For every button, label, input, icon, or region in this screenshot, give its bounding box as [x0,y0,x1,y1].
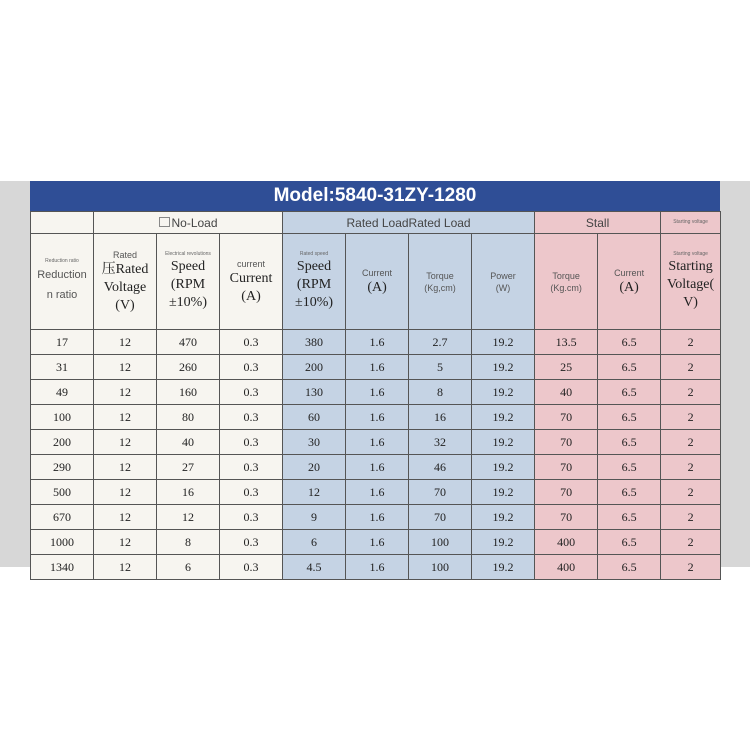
cell-reduction: 200 [31,430,94,455]
cell-noload-current: 0.3 [220,330,283,355]
cell-noload-speed: 12 [157,505,220,530]
cell-rated-power: 19.2 [472,455,535,480]
cell-stall-torque: 70 [535,405,598,430]
cell-noload-speed: 40 [157,430,220,455]
cell-rated-voltage: 12 [94,355,157,380]
rated-torque-header [409,234,472,330]
reduction-label-2: n ratio [46,289,78,301]
cell-starting-voltage: 2 [661,380,721,405]
cell-stall-torque: 40 [535,380,598,405]
rated-group-header: Rated LoadRated Load [283,212,535,234]
cell-rated-speed: 12 [283,480,346,505]
stall-torque-label-1: Torque [552,270,580,281]
cell-rated-speed: 9 [283,505,346,530]
cell-rated-power: 19.2 [472,380,535,405]
cell-noload-current: 0.3 [220,405,283,430]
cell-stall-current: 6.5 [598,530,661,555]
reduction-small-label: Reduction ratio [45,258,79,264]
cell-rated-power: 19.2 [472,505,535,530]
cell-rated-current: 1.6 [346,380,409,405]
cell-noload-current: 0.3 [220,455,283,480]
voltage-label-1: 压Rated [101,261,149,277]
cell-rated-current: 1.6 [346,480,409,505]
model-title: Model:5840-31ZY-1280 [30,181,720,211]
starting-group-header [661,212,721,234]
stall-current-header [598,234,661,330]
cell-starting-voltage: 2 [661,505,721,530]
cell-starting-voltage: 2 [661,330,721,355]
cell-rated-power: 19.2 [472,480,535,505]
cell-stall-current: 6.5 [598,380,661,405]
cell-stall-current: 6.5 [598,505,661,530]
cell-noload-current: 0.3 [220,530,283,555]
voltage-label-3: (V) [115,297,135,313]
cell-starting-voltage: 2 [661,555,721,580]
cell-rated-speed: 130 [283,380,346,405]
starting-voltage-header [661,234,721,330]
starting-group-label: Starting voltage [673,219,708,225]
starting-label-2: Voltage( [666,277,715,292]
speed-label-2: (RPM [170,277,206,292]
cell-rated-torque: 46 [409,455,472,480]
cell-rated-torque: 70 [409,480,472,505]
spec-table-body [31,330,721,580]
cell-stall-current: 6.5 [598,430,661,455]
cell-rated-voltage: 12 [94,530,157,555]
cell-noload-speed: 16 [157,480,220,505]
cell-rated-torque: 70 [409,505,472,530]
current-label-2: (A) [241,288,261,304]
cell-reduction: 670 [31,505,94,530]
rated-power-label-2: (W) [495,282,511,293]
cell-rated-torque: 100 [409,530,472,555]
cell-noload-current: 0.3 [220,355,283,380]
rated-torque-label-1: Torque [426,270,454,281]
cell-stall-current: 6.5 [598,405,661,430]
cell-starting-voltage: 2 [661,480,721,505]
cell-noload-current: 0.3 [220,480,283,505]
cell-starting-voltage: 2 [661,405,721,430]
cell-rated-speed: 380 [283,330,346,355]
rated-power-label-1: Power [490,270,516,281]
cell-rated-current: 1.6 [346,530,409,555]
stall-torque-label-2: (Kg.cm) [550,282,582,293]
cell-stall-torque: 13.5 [535,330,598,355]
cell-starting-voltage: 2 [661,530,721,555]
cell-rated-voltage: 12 [94,455,157,480]
cell-rated-power: 19.2 [472,330,535,355]
cell-rated-voltage: 12 [94,405,157,430]
cell-rated-voltage: 12 [94,380,157,405]
cell-reduction: 17 [31,330,94,355]
table-row [31,430,721,455]
cell-rated-speed: 30 [283,430,346,455]
cell-reduction: 1340 [31,555,94,580]
cell-stall-torque: 70 [535,480,598,505]
cell-rated-current: 1.6 [346,505,409,530]
table-row [31,505,721,530]
cell-noload-speed: 27 [157,455,220,480]
cell-rated-current: 1.6 [346,430,409,455]
cell-rated-torque: 2.7 [409,330,472,355]
group-header-row [31,212,721,234]
cell-reduction: 100 [31,405,94,430]
cell-noload-speed: 470 [157,330,220,355]
cell-reduction: 49 [31,380,94,405]
cell-rated-power: 19.2 [472,405,535,430]
cell-noload-current: 0.3 [220,430,283,455]
speed-label-3: ±10%) [168,295,207,310]
cell-reduction: 290 [31,455,94,480]
noload-current-header [220,234,283,330]
cell-rated-voltage: 12 [94,480,157,505]
rated-torque-label-2: (Kg,cm) [424,282,456,293]
cell-noload-current: 0.3 [220,555,283,580]
rated-speed-label-1: Speed [296,259,332,274]
cell-rated-torque: 8 [409,380,472,405]
table-row [31,530,721,555]
spec-sheet [30,181,720,574]
stall-current-label-2: (A) [619,279,639,295]
current-label-1: Current [229,270,273,286]
starting-small-label: Starting voltage [673,251,708,257]
cell-rated-speed: 6 [283,530,346,555]
cell-starting-voltage: 2 [661,355,721,380]
rated-small-label: Rated [112,249,138,260]
image-icon [159,217,170,227]
cell-noload-speed: 80 [157,405,220,430]
noload-group-header [94,212,283,234]
cell-stall-torque: 400 [535,555,598,580]
rated-current-label-2: (A) [367,279,387,295]
table-row [31,380,721,405]
cell-rated-voltage: 12 [94,555,157,580]
electrical-revolutions-label: Electrical revolutions [165,251,211,257]
speed-label-1: Speed [170,259,206,274]
rated-voltage-header [94,234,157,330]
stall-torque-header [535,234,598,330]
cell-starting-voltage: 2 [661,430,721,455]
cell-stall-current: 6.5 [598,555,661,580]
cell-rated-current: 1.6 [346,455,409,480]
cell-stall-torque: 70 [535,505,598,530]
rated-current-label-1: Current [362,267,393,278]
cell-stall-torque: 70 [535,455,598,480]
cell-rated-torque: 100 [409,555,472,580]
rated-speed-header [283,234,346,330]
cell-rated-torque: 32 [409,430,472,455]
cell-rated-power: 19.2 [472,430,535,455]
cell-rated-voltage: 12 [94,430,157,455]
spec-table [30,211,721,580]
table-row [31,330,721,355]
cell-stall-current: 6.5 [598,455,661,480]
cell-rated-power: 19.2 [472,530,535,555]
cell-rated-power: 19.2 [472,555,535,580]
column-header-row [31,234,721,330]
cell-noload-current: 0.3 [220,380,283,405]
cell-stall-torque: 400 [535,530,598,555]
cell-rated-voltage: 12 [94,330,157,355]
rated-speed-small-label: Rated speed [299,251,329,257]
table-row [31,480,721,505]
table-row [31,355,721,380]
cell-reduction: 1000 [31,530,94,555]
cell-stall-current: 6.5 [598,330,661,355]
current-small-label: current [237,258,266,269]
cell-stall-torque: 25 [535,355,598,380]
cell-rated-speed: 200 [283,355,346,380]
starting-label-1: Starting [668,259,713,274]
table-row [31,405,721,430]
cell-noload-speed: 260 [157,355,220,380]
cell-rated-torque: 16 [409,405,472,430]
cell-stall-current: 6.5 [598,355,661,380]
cell-starting-voltage: 2 [661,455,721,480]
rated-current-header [346,234,409,330]
cell-rated-current: 1.6 [346,330,409,355]
stall-group-header: Stall [535,212,661,234]
cell-rated-power: 19.2 [472,355,535,380]
cell-rated-speed: 4.5 [283,555,346,580]
rated-speed-label-2: (RPM [296,277,332,292]
cell-noload-speed: 6 [157,555,220,580]
cell-rated-current: 1.6 [346,555,409,580]
noload-group-label: No-Load [171,215,218,230]
reduction-group-cell [31,212,94,234]
stall-current-label-1: Current [614,267,645,278]
cell-rated-torque: 5 [409,355,472,380]
cell-stall-current: 6.5 [598,480,661,505]
reduction-ratio-header [31,234,94,330]
rated-speed-label-3: ±10%) [295,295,334,310]
table-row [31,455,721,480]
rated-power-header [472,234,535,330]
cell-rated-current: 1.6 [346,405,409,430]
reduction-label-1: Reduction [37,269,87,281]
cell-rated-current: 1.6 [346,355,409,380]
cell-rated-speed: 20 [283,455,346,480]
cell-reduction: 500 [31,480,94,505]
cell-noload-speed: 160 [157,380,220,405]
voltage-label-2: Voltage [103,279,147,295]
table-row [31,555,721,580]
cell-stall-torque: 70 [535,430,598,455]
cell-noload-speed: 8 [157,530,220,555]
cell-reduction: 31 [31,355,94,380]
starting-label-3: V) [683,295,698,310]
noload-speed-header [157,234,220,330]
cell-noload-current: 0.3 [220,505,283,530]
cell-rated-voltage: 12 [94,505,157,530]
cell-rated-speed: 60 [283,405,346,430]
